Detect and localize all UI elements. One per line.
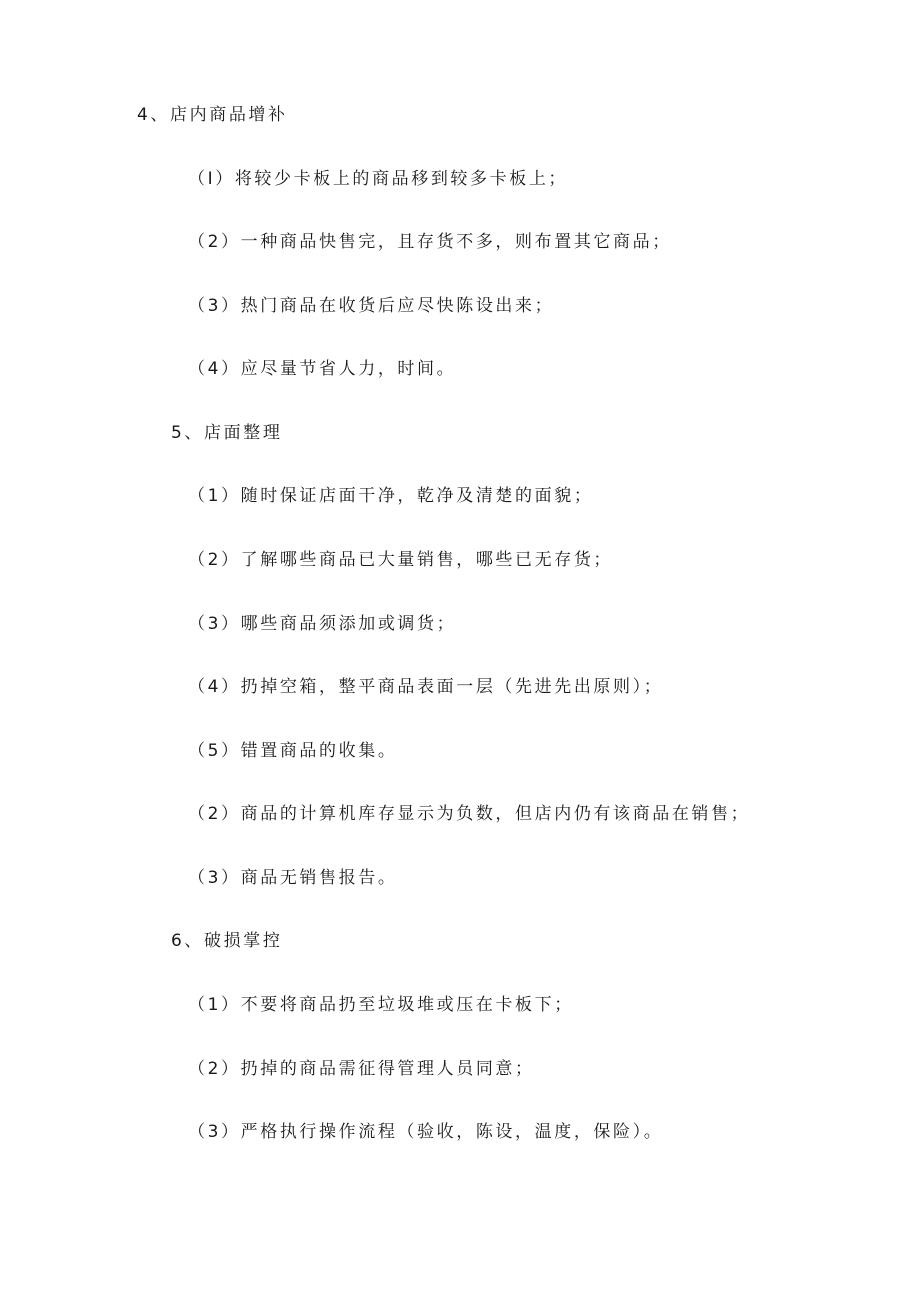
list-item: （2）扔掉的商品需征得管理人员同意； [188, 1059, 535, 1079]
section-heading: 4、店内商品增补 [137, 105, 288, 125]
list-item: （2）商品的计算机库存显示为负数，但店内仍有该商品在销售； [188, 804, 751, 824]
list-item: （2）了解哪些商品已大量销售，哪些已无存货； [188, 550, 614, 570]
list-item: （5）错置商品的收集。 [188, 741, 398, 761]
list-item: （3）哪些商品须添加或调货； [188, 614, 457, 634]
list-item: （3）商品无销售报告。 [188, 868, 398, 888]
list-item: （2）一种商品快售完，且存货不多，则布置其它商品； [188, 232, 672, 252]
section-heading: 5、店面整理 [171, 423, 283, 443]
list-item: （1）不要将商品扔至垃圾堆或压在卡板下； [188, 995, 574, 1015]
section-heading: 6、破损掌控 [171, 931, 283, 951]
list-item: （3）热门商品在收货后应尽快陈设出来； [188, 296, 555, 316]
list-item: （3）严格执行操作流程（验收，陈设，温度，保险）。 [188, 1122, 664, 1142]
list-item: （4）扔掉空箱，整平商品表面一层（先进先出原则）； [188, 677, 664, 697]
list-item: （1）随时保证店面干净，乾净及清楚的面貌； [188, 486, 594, 506]
list-item: （4）应尽量节省人力，时间。 [188, 359, 457, 379]
list-item: （I）将较少卡板上的商品移到较多卡板上； [188, 169, 569, 189]
